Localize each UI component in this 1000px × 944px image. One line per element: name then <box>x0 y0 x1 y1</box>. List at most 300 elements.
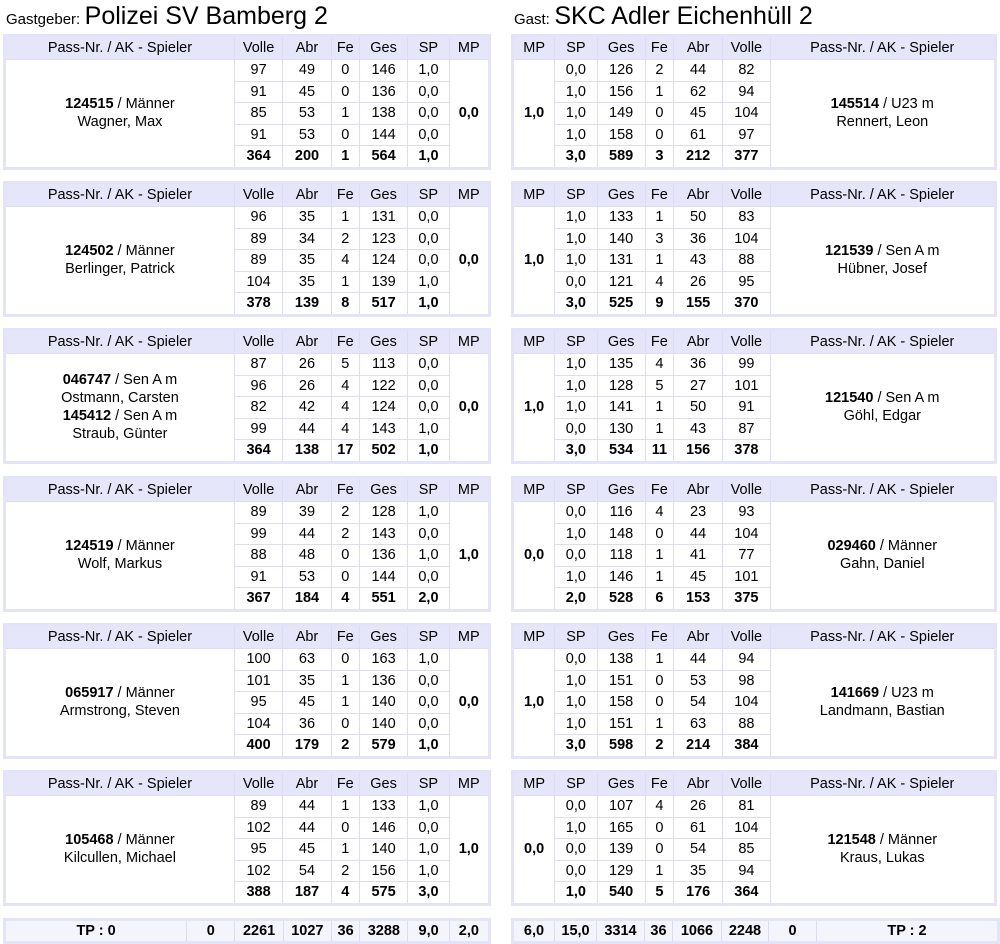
player-name: Armstrong, Steven <box>59 703 180 720</box>
column-header: SP <box>555 330 597 354</box>
guest-team-name: SKC Adler Eichenhüll 2 <box>554 2 813 30</box>
total-sp: 3,0 <box>555 146 597 169</box>
player-info-cell <box>5 796 235 905</box>
lane-volle: 93 <box>723 502 770 524</box>
lane-sp: 0,0 <box>555 502 597 524</box>
lane-row <box>513 796 996 818</box>
total-volle: 378 <box>234 293 282 316</box>
column-header: Ges <box>597 625 645 649</box>
guest-player-block <box>511 34 997 170</box>
header-row <box>513 183 996 207</box>
lane-ges: 156 <box>597 81 645 103</box>
column-header: Pass-Nr. / AK - Spieler <box>5 772 235 796</box>
lane-ges: 146 <box>359 817 407 839</box>
lane-volle: 96 <box>234 207 282 229</box>
column-header: SP <box>408 625 449 649</box>
lane-fe: 0 <box>645 839 673 861</box>
lane-sp: 0,0 <box>555 839 597 861</box>
lane-ges: 128 <box>359 502 407 524</box>
lane-volle: 97 <box>723 124 770 146</box>
lane-abr: 45 <box>283 839 331 861</box>
column-header: Volle <box>723 478 770 502</box>
column-header: Volle <box>234 183 282 207</box>
total-volle: 364 <box>234 440 282 463</box>
header-row <box>513 36 996 60</box>
header-row <box>5 330 490 354</box>
lane-sp: 1,0 <box>555 124 597 146</box>
lane-sp: 0,0 <box>408 228 449 250</box>
lane-volle: 87 <box>234 354 282 376</box>
column-header: SP <box>408 772 449 796</box>
lane-ges: 135 <box>597 354 645 376</box>
total-abr: 187 <box>283 882 331 905</box>
column-header: Ges <box>597 36 645 60</box>
lane-abr: 53 <box>673 670 722 692</box>
lane-ges: 122 <box>359 375 407 397</box>
lane-abr: 36 <box>283 713 331 735</box>
lane-fe: 0 <box>331 713 359 735</box>
lane-volle: 98 <box>723 670 770 692</box>
home-summary-extra: 0 <box>187 920 235 943</box>
player-name: Berlinger, Patrick <box>65 261 175 278</box>
lane-volle: 94 <box>723 649 770 671</box>
player-info-cell <box>770 796 995 905</box>
lane-abr: 44 <box>673 523 722 545</box>
lane-volle: 89 <box>234 502 282 524</box>
column-header: Pass-Nr. / AK - Spieler <box>770 478 995 502</box>
player-pass-line <box>771 242 994 260</box>
lane-volle: 88 <box>723 713 770 735</box>
total-sp: 3,0 <box>555 293 597 316</box>
lane-volle: 94 <box>723 860 770 882</box>
lane-sp: 0,0 <box>408 670 449 692</box>
age-class: / U23 m <box>879 96 934 113</box>
lane-fe: 1 <box>645 81 673 103</box>
lane-volle: 99 <box>723 354 770 376</box>
lane-abr: 44 <box>283 523 331 545</box>
column-header: Abr <box>673 478 722 502</box>
lane-abr: 26 <box>673 796 722 818</box>
match-points: 1,0 <box>513 207 555 316</box>
match-points: 1,0 <box>449 796 489 905</box>
total-sp: 1,0 <box>408 440 449 463</box>
column-header: Volle <box>234 772 282 796</box>
column-header: Pass-Nr. / AK - Spieler <box>5 36 235 60</box>
lane-abr: 36 <box>673 228 722 250</box>
lane-abr: 26 <box>283 375 331 397</box>
lane-abr: 41 <box>673 545 722 567</box>
header-row <box>513 478 996 502</box>
lane-ges: 156 <box>359 860 407 882</box>
total-volle: 384 <box>723 735 770 758</box>
lane-volle: 88 <box>234 545 282 567</box>
total-fe: 2 <box>331 735 359 758</box>
total-fe: 4 <box>331 882 359 905</box>
lane-volle: 77 <box>723 545 770 567</box>
player-info-cell <box>5 354 235 463</box>
home-player-block <box>3 623 491 759</box>
lane-fe: 4 <box>331 250 359 272</box>
player-pass-line <box>6 831 234 849</box>
lane-volle: 91 <box>234 566 282 588</box>
guest-player-block <box>511 328 997 464</box>
lane-sp: 0,0 <box>408 103 449 125</box>
pass-number: 124502 <box>65 243 114 260</box>
header-row <box>513 772 996 796</box>
column-header: Ges <box>359 36 407 60</box>
lane-sp: 0,0 <box>555 271 597 293</box>
column-header: MP <box>449 36 489 60</box>
guest-summary-ges: 3314 <box>597 920 645 943</box>
player-pass-line <box>6 407 234 425</box>
lane-fe: 1 <box>645 207 673 229</box>
guest-team-points: TP : 2 <box>817 920 999 943</box>
lane-volle: 102 <box>234 817 282 839</box>
match-points: 0,0 <box>513 502 555 611</box>
lane-abr: 53 <box>283 566 331 588</box>
lane-volle: 104 <box>723 103 770 125</box>
total-abr: 176 <box>673 882 722 905</box>
lane-sp: 1,0 <box>555 692 597 714</box>
total-abr: 212 <box>673 146 722 169</box>
lane-fe: 4 <box>331 375 359 397</box>
lane-abr: 42 <box>283 397 331 419</box>
lane-fe: 2 <box>331 860 359 882</box>
pass-number: 121540 <box>825 390 874 407</box>
column-header: Fe <box>645 478 673 502</box>
header-row <box>513 625 996 649</box>
header-row <box>513 330 996 354</box>
lane-sp: 1,0 <box>408 545 449 567</box>
lane-sp: 1,0 <box>408 796 449 818</box>
home-summary-sp: 9,0 <box>408 920 449 943</box>
lane-abr: 44 <box>673 60 722 82</box>
lane-fe: 0 <box>331 81 359 103</box>
column-header: MP <box>513 36 555 60</box>
column-header: Abr <box>673 330 722 354</box>
lane-fe: 4 <box>331 397 359 419</box>
lane-sp: 0,0 <box>408 207 449 229</box>
home-summary-ges: 3288 <box>360 920 408 943</box>
lane-abr: 43 <box>673 418 722 440</box>
total-fe: 3 <box>645 146 673 169</box>
column-header: MP <box>449 625 489 649</box>
lane-fe: 0 <box>331 124 359 146</box>
player-pass-line <box>6 242 234 260</box>
lane-volle: 104 <box>234 271 282 293</box>
lane-ges: 146 <box>597 566 645 588</box>
lane-volle: 97 <box>234 60 282 82</box>
lane-fe: 4 <box>645 796 673 818</box>
lane-volle: 85 <box>234 103 282 125</box>
player-pass-line <box>6 684 234 702</box>
total-abr: 200 <box>283 146 331 169</box>
total-ges: 528 <box>597 588 645 611</box>
guest-summary-fe: 36 <box>645 920 673 943</box>
match-points: 1,0 <box>513 60 555 169</box>
lane-volle: 89 <box>234 228 282 250</box>
column-header: Volle <box>234 478 282 502</box>
lane-abr: 45 <box>673 566 722 588</box>
player-info-cell <box>770 207 995 316</box>
lane-abr: 26 <box>283 354 331 376</box>
guest-summary-mp: 6,0 <box>513 920 555 943</box>
total-ges: 589 <box>597 146 645 169</box>
lane-volle: 82 <box>234 397 282 419</box>
lane-volle: 91 <box>234 81 282 103</box>
lane-ges: 133 <box>359 796 407 818</box>
column-header: Pass-Nr. / AK - Spieler <box>5 478 235 502</box>
lane-fe: 1 <box>645 566 673 588</box>
lane-volle: 101 <box>723 375 770 397</box>
column-header: MP <box>513 625 555 649</box>
player-name: Straub, Günter <box>72 426 168 443</box>
total-fe: 2 <box>645 735 673 758</box>
player-name: Kraus, Lukas <box>839 850 925 867</box>
lane-ges: 165 <box>597 817 645 839</box>
lane-volle: 87 <box>723 418 770 440</box>
lane-fe: 5 <box>331 354 359 376</box>
lane-fe: 2 <box>331 228 359 250</box>
lane-ges: 158 <box>597 692 645 714</box>
column-header: Fe <box>331 625 359 649</box>
lane-volle: 99 <box>234 418 282 440</box>
home-summary-abr: 1027 <box>283 920 331 943</box>
column-header: MP <box>449 330 489 354</box>
column-header: SP <box>408 478 449 502</box>
lane-row <box>5 60 490 82</box>
lane-sp: 0,0 <box>408 523 449 545</box>
column-header: Volle <box>723 36 770 60</box>
lane-sp: 1,0 <box>555 566 597 588</box>
column-header: Pass-Nr. / AK - Spieler <box>5 330 235 354</box>
column-header: SP <box>408 330 449 354</box>
lane-abr: 54 <box>283 860 331 882</box>
total-abr: 156 <box>673 440 722 463</box>
lane-volle: 104 <box>234 713 282 735</box>
total-volle: 364 <box>234 146 282 169</box>
column-header: MP <box>449 183 489 207</box>
home-player-block <box>3 328 491 464</box>
lane-fe: 0 <box>645 692 673 714</box>
lane-abr: 50 <box>673 397 722 419</box>
lane-abr: 63 <box>283 649 331 671</box>
lane-abr: 35 <box>283 250 331 272</box>
lane-fe: 0 <box>645 103 673 125</box>
total-abr: 184 <box>283 588 331 611</box>
home-player-block <box>3 476 491 612</box>
guest-label: Gast: <box>514 11 550 28</box>
lane-abr: 27 <box>673 375 722 397</box>
lane-ges: 131 <box>359 207 407 229</box>
lane-abr: 49 <box>283 60 331 82</box>
player-info-cell <box>5 207 235 316</box>
pass-number: 121548 <box>827 832 876 849</box>
player-info-cell <box>5 60 235 169</box>
total-volle: 367 <box>234 588 282 611</box>
lane-ges: 163 <box>359 649 407 671</box>
home-player-block <box>3 770 491 906</box>
lane-ges: 121 <box>597 271 645 293</box>
total-abr: 179 <box>283 735 331 758</box>
lane-abr: 53 <box>283 103 331 125</box>
lane-fe: 0 <box>645 124 673 146</box>
lane-volle: 101 <box>723 566 770 588</box>
lane-sp: 1,0 <box>408 271 449 293</box>
pass-number: 141669 <box>830 685 880 702</box>
lane-fe: 1 <box>331 103 359 125</box>
lane-ges: 151 <box>597 670 645 692</box>
player-name: Gahn, Daniel <box>839 556 925 573</box>
column-header: SP <box>408 183 449 207</box>
lane-abr: 44 <box>283 796 331 818</box>
lane-volle: 104 <box>723 692 770 714</box>
column-header: Fe <box>645 772 673 796</box>
lane-abr: 36 <box>673 354 722 376</box>
lane-abr: 63 <box>673 713 722 735</box>
player-info-cell <box>770 354 995 463</box>
pass-number: 046747 <box>62 372 112 389</box>
lane-ges: 143 <box>359 523 407 545</box>
total-ges: 540 <box>597 882 645 905</box>
lane-sp: 0,0 <box>555 796 597 818</box>
lane-abr: 44 <box>673 649 722 671</box>
lane-fe: 0 <box>645 523 673 545</box>
total-sp: 1,0 <box>408 146 449 169</box>
guest-summary-volle: 2248 <box>722 920 769 943</box>
lane-ges: 136 <box>359 545 407 567</box>
lane-fe: 2 <box>331 502 359 524</box>
column-header: SP <box>555 772 597 796</box>
lane-row <box>513 354 996 376</box>
column-header: Volle <box>234 330 282 354</box>
lane-fe: 4 <box>331 418 359 440</box>
lane-abr: 44 <box>283 418 331 440</box>
column-header: Abr <box>673 183 722 207</box>
column-header: Abr <box>283 478 331 502</box>
guest-summary-extra: 0 <box>769 920 817 943</box>
total-volle: 377 <box>723 146 770 169</box>
lane-volle: 82 <box>723 60 770 82</box>
lane-sp: 1,0 <box>555 817 597 839</box>
lane-fe: 1 <box>645 250 673 272</box>
total-ges: 579 <box>359 735 407 758</box>
player-info-cell <box>770 60 995 169</box>
player-info-cell <box>770 649 995 758</box>
lane-volle: 99 <box>234 523 282 545</box>
column-header: MP <box>513 330 555 354</box>
pass-number: 145412 <box>62 408 112 425</box>
lane-ges: 140 <box>359 839 407 861</box>
lane-ges: 136 <box>359 670 407 692</box>
total-sp: 2,0 <box>408 588 449 611</box>
column-header: Fe <box>331 330 359 354</box>
player-name: Hübner, Josef <box>837 261 928 278</box>
lane-ges: 124 <box>359 250 407 272</box>
home-summary-row <box>3 918 491 944</box>
lane-abr: 45 <box>283 692 331 714</box>
lane-fe: 1 <box>645 397 673 419</box>
lane-sp: 0,0 <box>555 860 597 882</box>
total-abr: 139 <box>283 293 331 316</box>
home-summary-fe: 36 <box>332 920 360 943</box>
lane-ges: 140 <box>359 692 407 714</box>
match-points: 0,0 <box>449 649 489 758</box>
player-pass-line <box>6 537 234 555</box>
lane-sp: 1,0 <box>555 103 597 125</box>
lane-row <box>5 796 490 818</box>
pass-number: 121539 <box>825 243 874 260</box>
total-volle: 375 <box>723 588 770 611</box>
match-points: 1,0 <box>449 502 489 611</box>
column-header: MP <box>513 183 555 207</box>
total-abr: 153 <box>673 588 722 611</box>
lane-ges: 148 <box>597 523 645 545</box>
lane-sp: 0,0 <box>408 354 449 376</box>
column-header: Ges <box>359 330 407 354</box>
age-class: / Sen A m <box>873 390 940 407</box>
lane-ges: 136 <box>359 81 407 103</box>
guest-player-block <box>511 623 997 759</box>
column-header: Pass-Nr. / AK - Spieler <box>770 36 995 60</box>
lane-sp: 1,0 <box>555 228 597 250</box>
lane-fe: 5 <box>645 375 673 397</box>
total-fe: 9 <box>645 293 673 316</box>
lane-volle: 89 <box>234 796 282 818</box>
lane-sp: 1,0 <box>408 418 449 440</box>
column-header: SP <box>555 36 597 60</box>
total-fe: 5 <box>645 882 673 905</box>
pass-number: 124519 <box>65 538 114 555</box>
lane-volle: 95 <box>234 839 282 861</box>
guest-team-title <box>514 2 813 31</box>
pass-number: 145514 <box>830 96 880 113</box>
lane-row <box>5 649 490 671</box>
age-class: / Sen A m <box>111 372 178 389</box>
column-header: Volle <box>723 330 770 354</box>
total-ges: 517 <box>359 293 407 316</box>
pass-number: 065917 <box>65 685 114 702</box>
lane-abr: 50 <box>673 207 722 229</box>
total-fe: 4 <box>331 588 359 611</box>
total-ges: 564 <box>359 146 407 169</box>
total-sp: 3,0 <box>555 735 597 758</box>
lane-sp: 0,0 <box>408 124 449 146</box>
player-info-cell <box>5 649 235 758</box>
lane-ges: 151 <box>597 713 645 735</box>
lane-ges: 130 <box>597 418 645 440</box>
header-row <box>5 772 490 796</box>
player-name: Wolf, Markus <box>77 556 163 573</box>
lane-volle: 85 <box>723 839 770 861</box>
player-pass-line <box>771 831 994 849</box>
column-header: Pass-Nr. / AK - Spieler <box>5 625 235 649</box>
lane-sp: 1,0 <box>555 250 597 272</box>
home-team-name: Polizei SV Bamberg 2 <box>84 2 328 30</box>
total-abr: 138 <box>283 440 331 463</box>
lane-fe: 0 <box>331 566 359 588</box>
total-sp: 2,0 <box>555 588 597 611</box>
lane-ges: 124 <box>359 397 407 419</box>
lane-sp: 0,0 <box>408 817 449 839</box>
total-ges: 575 <box>359 882 407 905</box>
lane-volle: 83 <box>723 207 770 229</box>
column-header: Abr <box>283 330 331 354</box>
lane-fe: 0 <box>331 817 359 839</box>
column-header: Fe <box>645 183 673 207</box>
column-header: Pass-Nr. / AK - Spieler <box>5 183 235 207</box>
lane-abr: 35 <box>283 207 331 229</box>
